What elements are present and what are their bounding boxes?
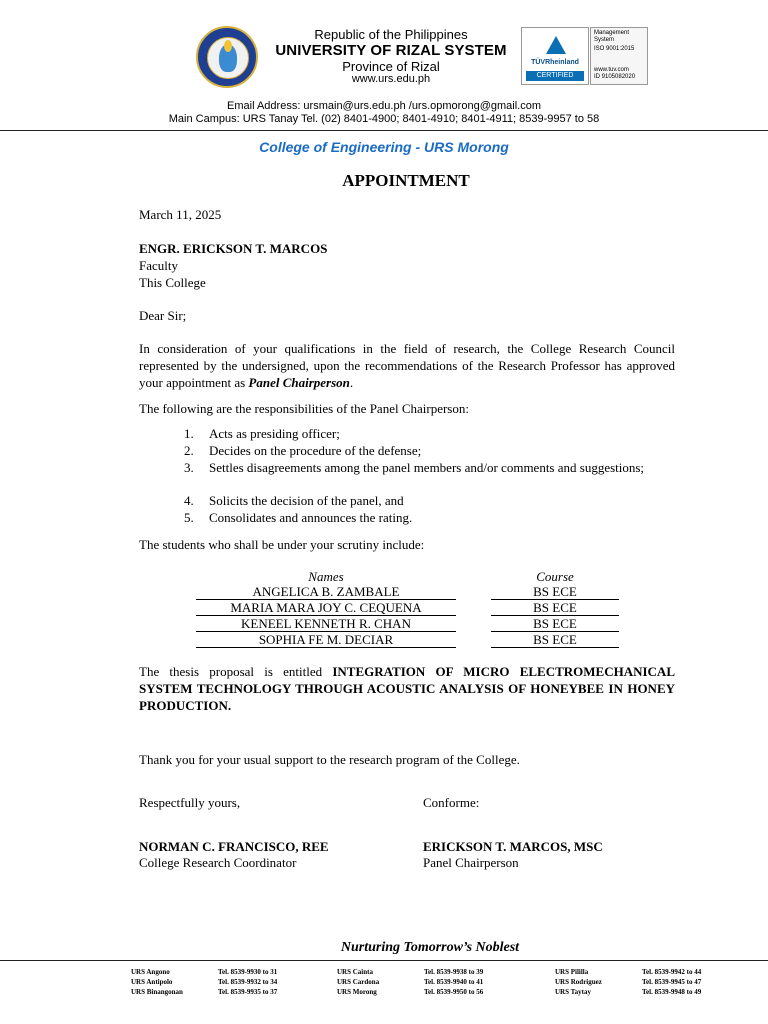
footer-tel-col [218,967,328,997]
list-item: Consolidates and announces the rating. [209,510,413,525]
body-paragraph-1 [139,340,675,391]
iso-certification-box [590,27,648,85]
document-title: APPOINTMENT [342,171,470,190]
footer-divider [0,960,768,961]
college-name: College of Engineering - URS Morong [259,139,509,155]
thanks-paragraph: Thank you for your usual support to the research program of the College. [139,752,520,767]
conforme-label: Conforme: [423,795,480,810]
footer-campus: URS Morong [337,988,377,996]
footer-tel: Tel. 8539-9948 to 49 [642,988,702,996]
list-item: Settles disagreements among the panel members and/or comments and suggestions; [209,460,645,475]
footer-campus: URS Taytay [555,988,591,996]
student-course: BS ECE [533,584,577,599]
iso-line: Management [594,30,630,36]
iso-line: System [594,37,615,43]
student-course: BS ECE [533,632,577,647]
footer-tel: Tel. 8539-9930 to 31 [218,968,278,976]
header-divider [0,130,768,131]
list-item-number: 4. [184,493,194,508]
footer-tel-col [642,967,752,997]
tuv-brand: TÜVRheinland [531,59,579,66]
signatory-1-title: College Research Coordinator [139,855,297,870]
iso-line: ID 9105082020 [594,74,636,80]
footer-campus-col [131,967,216,997]
footer-tel: Tel. 8539-9942 to 44 [642,968,702,976]
footer-tel: Tel. 8539-9932 to 34 [218,978,278,986]
footer-campus: URS Cardona [337,978,380,986]
student-name: MARIA MARA JOY C. CEQUENA [230,600,422,615]
recipient-name: ENGR. ERICKSON T. MARCOS [139,241,328,256]
letter-date: March 11, 2025 [139,207,222,222]
tuv-cert-label: CERTIFIED [526,71,584,81]
responsibilities-intro: The following are the responsibilities of the Panel Chairperson: [139,401,469,416]
header-main-campus: Main Campus: URS Tanay Tel. (02) 8401-4900; 8401-4910; 8401-4911; 8539-9957 to 58 [168,113,600,125]
student-name: KENEEL KENNETH R. CHAN [241,616,411,631]
list-item-number: 1. [184,426,194,441]
header-website: www.urs.edu.ph [351,73,431,85]
recipient-position: Faculty [139,258,178,273]
appointed-role: Panel Chairperson [248,375,350,390]
tuv-certification-logo [521,27,589,85]
footer-tel: Tel. 8539-9938 to 39 [424,968,484,976]
salutation: Dear Sir; [139,308,187,323]
footer-campus: URS Antipolo [131,978,173,986]
student-name: SOPHIA FE M. DECIAR [258,632,394,647]
thesis-paragraph [139,663,675,714]
footer-campus: URS Angono [131,968,170,976]
signatory-1-name: NORMAN C. FRANCISCO, REE [139,839,329,854]
footer-campus: URS Cainta [337,968,373,976]
list-item: Solicits the decision of the panel, and [209,493,404,508]
list-item-number: 3. [184,460,194,475]
table-header-names: Names [308,569,344,584]
footer-campus: URS Pililla [555,968,589,976]
thesis-title: INTEGRATION OF MICRO ELECTROMECHANICAL SYSTEM TECHNOLOGY THROUGH ACOUSTIC ANALYSIS OF HONEYBEE IN HONEY PRODUCTION. [139,664,675,713]
footer-campus-col [555,967,640,997]
recipient-office: This College [139,275,206,290]
footer-tel-col [424,967,534,997]
signatory-2-title: Panel Chairperson [423,855,519,870]
motto: Nurturing Tomorrow’s Noblest [340,940,520,955]
header-university-name: UNIVERSITY OF RIZAL SYSTEM [275,42,507,59]
footer-campus-col [337,967,422,997]
list-item: Acts as presiding officer; [209,426,340,441]
table-row-line [491,647,619,648]
iso-line: www.tuv.com [594,67,629,73]
table-row-line [196,647,456,648]
closing: Respectfully yours, [139,795,241,810]
footer-tel: Tel. 8539-9945 to 47 [642,978,702,986]
footer-campus: URS Binangonan [131,988,183,996]
header-email: Email Address: ursmain@urs.edu.ph /urs.opmorong@gmail.com [227,100,541,112]
footer-tel: Tel. 8539-9935 to 37 [218,988,278,996]
footer-tel: Tel. 8539-9940 to 41 [424,978,484,986]
list-item-number: 2. [184,443,194,458]
body1-end: . [349,375,354,390]
list-item-number: 5. [184,510,194,525]
iso-line: ISO 9001:2015 [594,46,635,52]
student-name: ANGELICA B. ZAMBALE [252,584,400,599]
footer-tel: Tel. 8539-9950 to 56 [424,988,484,996]
student-course: BS ECE [533,616,577,631]
students-intro: The students who shall be under your scrutiny include: [139,537,425,552]
footer-campus: URS Rodriguez [555,978,602,986]
student-course: BS ECE [533,600,577,615]
body1-text: In consideration of your qualifications in the field of research, the College Research Council represented by the undersigned, upon the recommendations of the Research Professor has approved your appointment as [139,341,675,390]
university-seal-logo [196,26,258,88]
thesis-intro: The thesis proposal is entitled [139,664,333,679]
header-republic: Republic of the Philippines [314,27,468,42]
table-header-course: Course [536,569,574,584]
signatory-2-name: ERICKSON T. MARCOS, MSC [423,839,603,854]
header-province: Province of Rizal [342,59,440,74]
list-item: Decides on the procedure of the defense; [209,443,422,458]
